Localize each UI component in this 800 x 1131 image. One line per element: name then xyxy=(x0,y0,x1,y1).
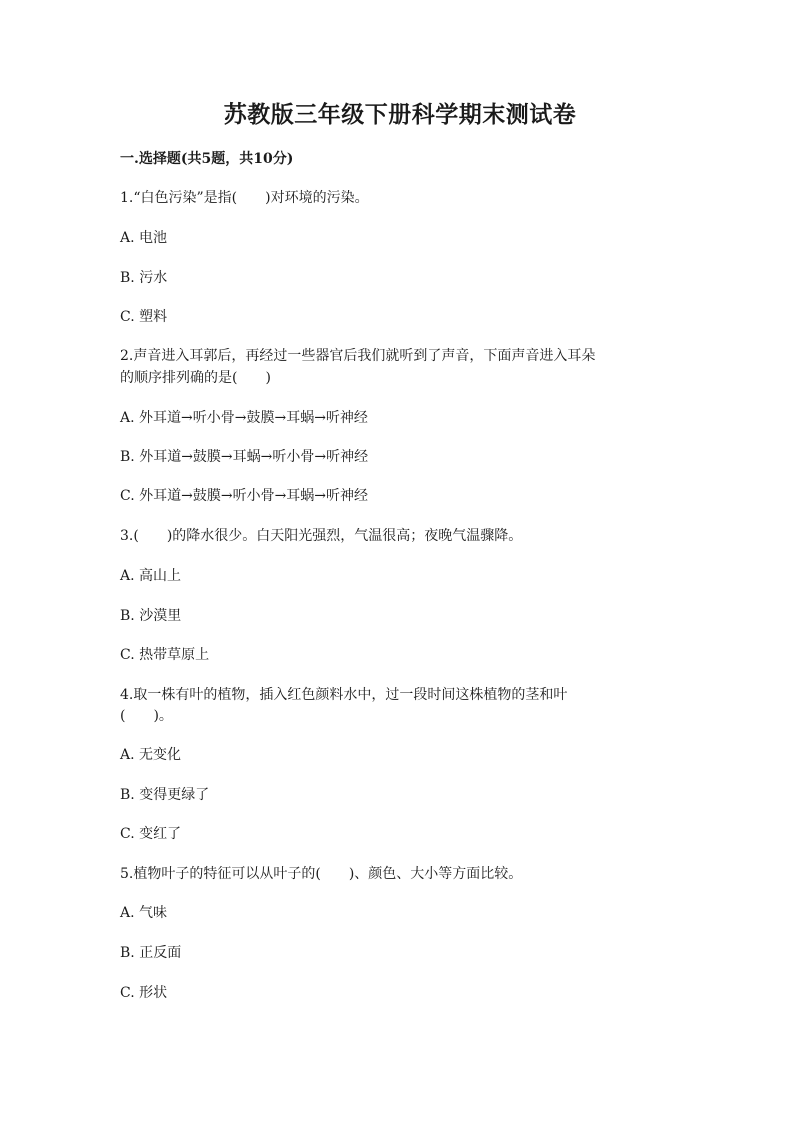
question-4-stem-line-2: ( )。 xyxy=(120,708,173,724)
section-heading: 一.选择题(共5题，共10分) xyxy=(120,151,294,167)
question-1-option-b: B. 污水 xyxy=(120,270,168,286)
question-4-option-c: C. 变红了 xyxy=(120,826,182,842)
question-2-stem-line-1: 2.声音进入耳郭后，再经过一些器官后我们就听到了声音，下面声音进入耳朵 xyxy=(120,348,596,364)
question-2-stem-line-2: 的顺序排列确的是( ) xyxy=(120,370,271,386)
question-5-option-b: B. 正反面 xyxy=(120,945,182,961)
question-1-option-a: A. 电池 xyxy=(120,230,168,246)
question-2-option-a: A. 外耳道→听小骨→鼓膜→耳蜗→听神经 xyxy=(120,410,368,426)
question-1-option-c: C. 塑料 xyxy=(120,309,168,325)
question-5-option-a: A. 气味 xyxy=(120,905,168,921)
question-2-option-c: C. 外耳道→鼓膜→听小骨→耳蜗→听神经 xyxy=(120,488,369,504)
question-1-stem: 1.“白色污染”是指( )对环境的污染。 xyxy=(120,190,369,206)
question-2-option-b: B. 外耳道→鼓膜→耳蜗→听小骨→听神经 xyxy=(120,449,369,465)
question-5-option-c: C. 形状 xyxy=(120,985,168,1001)
question-3-option-c: C. 热带草原上 xyxy=(120,647,210,663)
question-4-option-a: A. 无变化 xyxy=(120,747,182,763)
question-3-option-b: B. 沙漠里 xyxy=(120,608,182,624)
question-4-stem-line-1: 4.取一株有叶的植物，插入红色颜料水中，过一段时间这株植物的茎和叶 xyxy=(120,687,568,703)
question-3-option-a: A. 高山上 xyxy=(120,568,182,584)
question-3-stem: 3.( )的降水很少。白天阳光强烈，气温很高；夜晚气温骤降。 xyxy=(120,528,523,544)
question-4-option-b: B. 变得更绿了 xyxy=(120,787,210,803)
page-title: 苏教版三年级下册科学期末测试卷 xyxy=(223,101,577,128)
question-5-stem: 5.植物叶子的特征可以从叶子的( )、颜色、大小等方面比较。 xyxy=(120,866,523,882)
